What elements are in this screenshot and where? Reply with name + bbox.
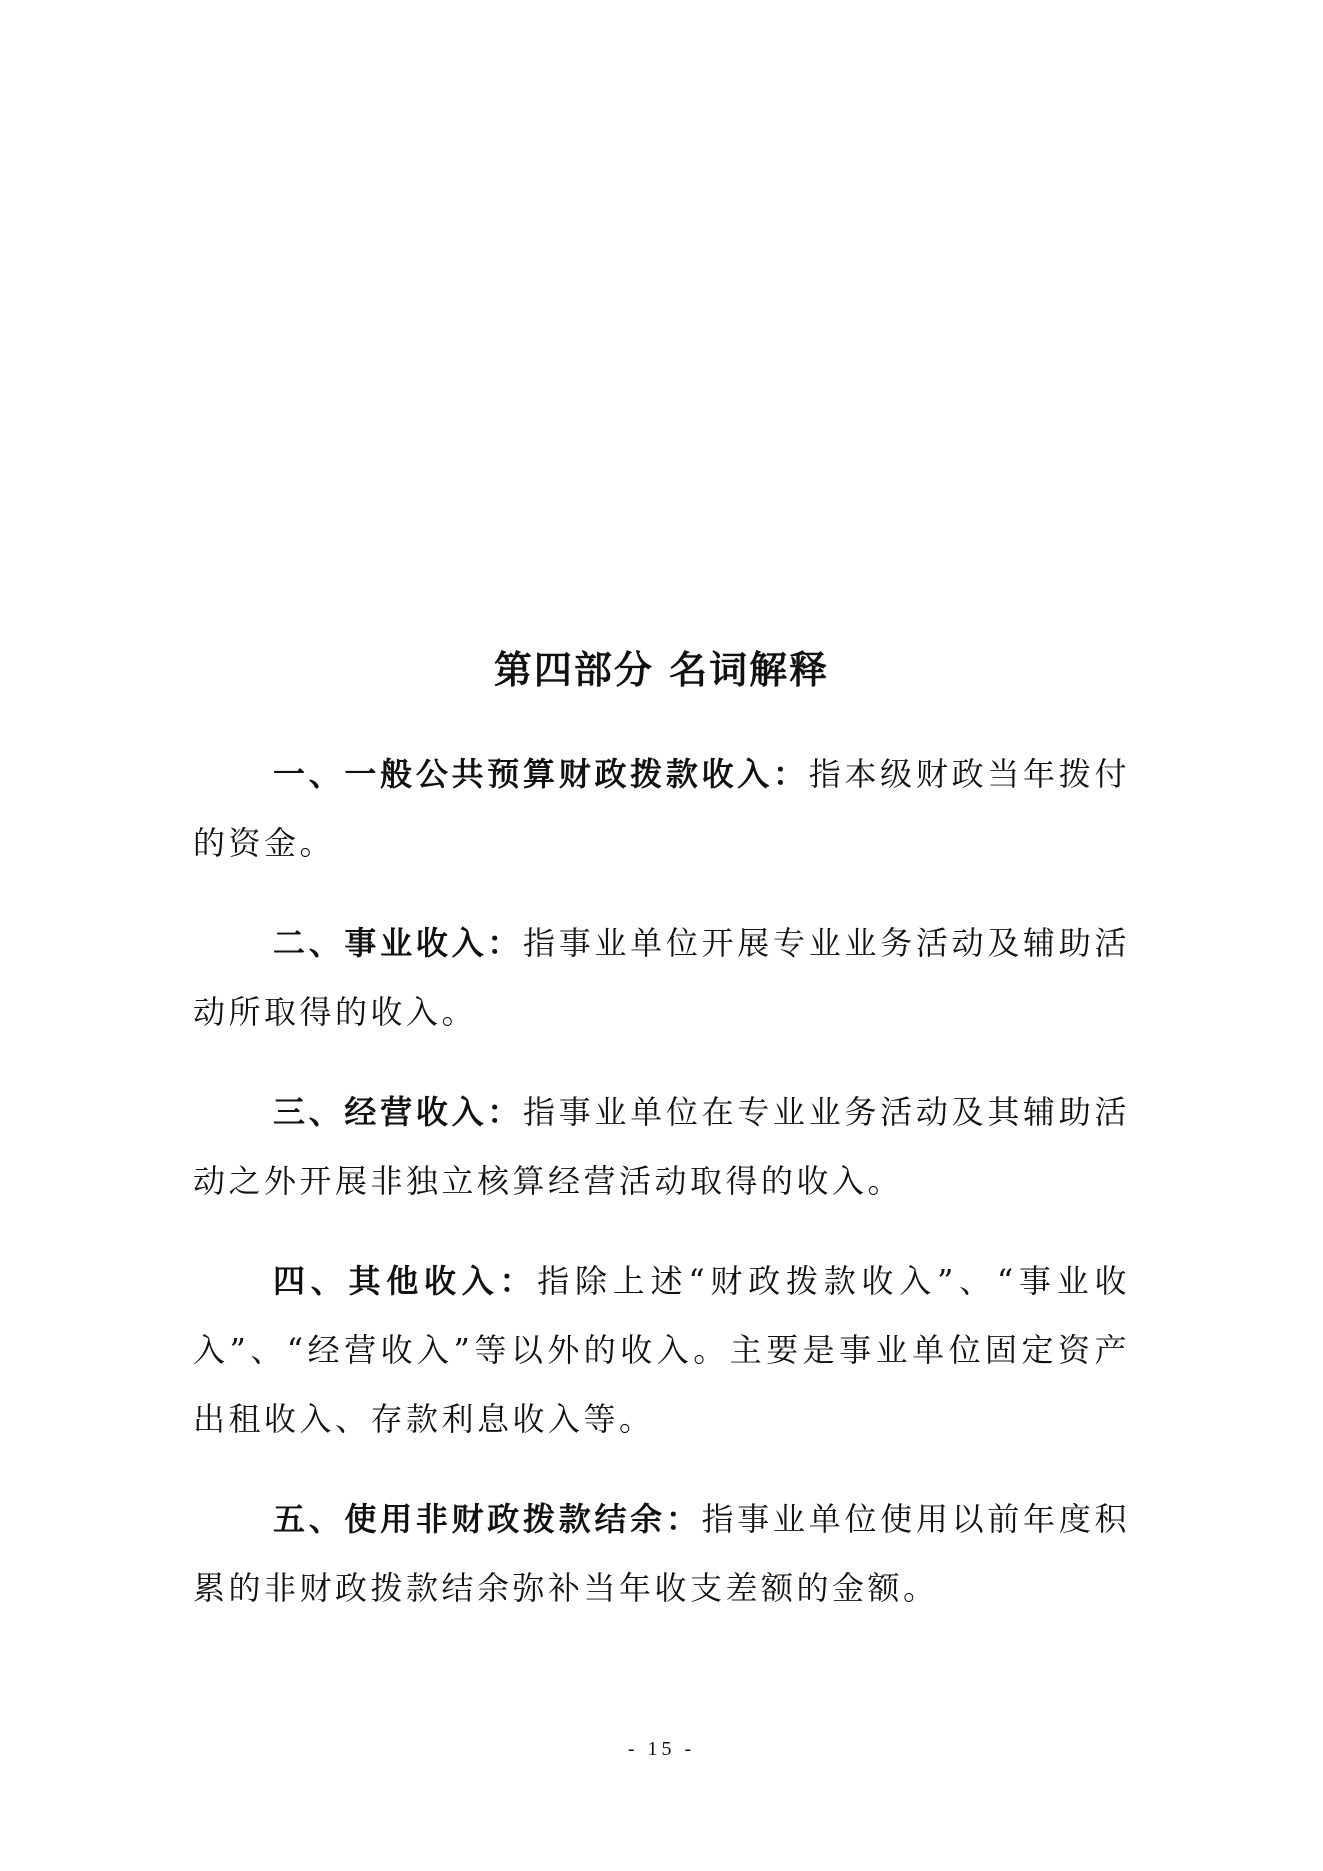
glossary-item-4 <box>193 1247 1130 1454</box>
page-title: 第四部分 名词解释 <box>493 648 830 692</box>
glossary-body <box>193 740 1130 1654</box>
glossary-definition: 指事业单位开展专业业务活动及辅助活动所取得的收入。 <box>193 924 1130 1031</box>
glossary-definition: 指本级财政当年拨付的资金。 <box>193 755 1130 862</box>
glossary-term: 五、使用非财政拨款结余： <box>273 1500 702 1538</box>
glossary-item-3 <box>193 1078 1130 1216</box>
glossary-definition: 指除上述“财政拨款收入”、“事业收入”、“经营收入”等以外的收入。主要是事业单位固定资产出租收入、存款利息收入等。 <box>193 1262 1130 1438</box>
glossary-item-5 <box>193 1485 1130 1623</box>
glossary-term: 三、经营收入： <box>273 1093 524 1131</box>
glossary-item-1 <box>193 740 1130 878</box>
glossary-definition: 指事业单位使用以前年度积累的非财政拨款结余弥补当年收支差额的金额。 <box>193 1500 1130 1607</box>
glossary-item-2 <box>193 909 1130 1047</box>
glossary-term: 四、其他收入： <box>273 1262 538 1300</box>
glossary-definition: 指事业单位在专业业务活动及其辅助活动之外开展非独立核算经营活动取得的收入。 <box>193 1093 1130 1200</box>
glossary-term: 一、一般公共预算财政拨款收入： <box>273 755 809 793</box>
glossary-term: 二、事业收入： <box>273 924 524 962</box>
page-number: - 15 - <box>627 1738 696 1760</box>
